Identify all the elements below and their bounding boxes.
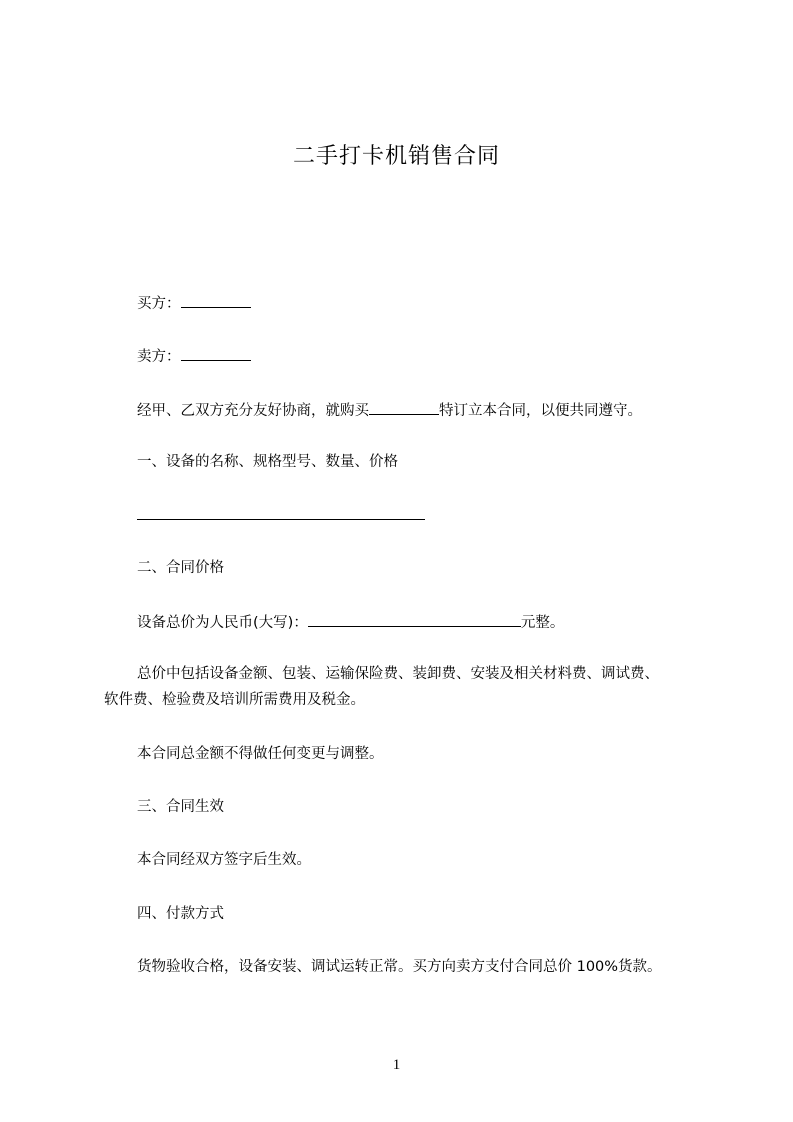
seller-line	[137, 345, 251, 367]
seller-blank	[181, 345, 251, 361]
intro-paragraph	[137, 399, 642, 421]
no-adjustment-text: 本合同总金额不得做任何变更与调整。	[137, 746, 384, 762]
buyer-blank	[181, 292, 251, 308]
price-line	[137, 611, 564, 633]
buyer-label: 买方：	[137, 296, 181, 312]
section2-heading: 二、合同价格	[137, 560, 224, 576]
price-includes-line2: 软件费、检验费及培训所需费用及税金。	[104, 692, 365, 708]
price-text-start: 设备总价为人民币(大写)：	[137, 615, 308, 631]
payment-text: 货物验收合格，设备安装、调试运转正常。买方向卖方支付合同总价 100%货款。	[137, 959, 662, 975]
price-text-end: 元整。	[520, 615, 565, 631]
section1-heading: 一、设备的名称、规格型号、数量、价格	[137, 454, 398, 470]
section3-heading: 三、合同生效	[137, 799, 224, 815]
price-blank	[308, 611, 521, 627]
price-includes-line1: 总价中包括设备金额、包装、运输保险费、装卸费、安装及相关材料费、调试费、	[137, 666, 659, 682]
equipment-blank-line	[137, 519, 425, 520]
effective-text: 本合同经双方签字后生效。	[137, 852, 311, 868]
page-number: 1	[392, 1057, 401, 1073]
intro-blank	[369, 399, 439, 415]
section4-heading: 四、付款方式	[137, 906, 224, 922]
intro-text-end: 特订立本合同，以便共同遵守。	[439, 403, 642, 419]
buyer-line	[137, 292, 251, 314]
intro-text-start: 经甲、乙双方充分友好协商，就购买	[137, 403, 369, 419]
seller-label: 卖方：	[137, 349, 181, 365]
document-title: 二手打卡机销售合同	[292, 144, 500, 169]
